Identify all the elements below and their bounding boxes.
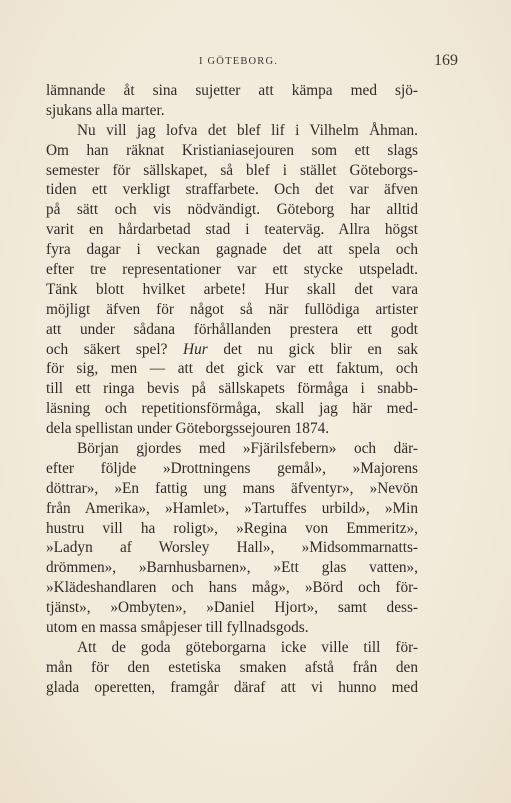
- text-line: döttrar», »En fattig ung mans äfventyr», »Nevön: [46, 479, 418, 497]
- text-line: att under sådana förhållanden prestera ett godt: [46, 320, 418, 338]
- text-line: utom en massa småpjeser till fyllnadsgods.: [46, 619, 309, 637]
- text-line: »Ladyn af Worsley Hall», »Midsommarnatts-: [46, 539, 418, 557]
- running-title: I GÖTEBORG.: [199, 56, 279, 67]
- text-line: efter tre representationer var ett stycke utspeladt.: [46, 261, 418, 279]
- text-line: varit en hårdarbetad stad i teaterväg. Allra högst: [46, 221, 418, 239]
- text-line: sjukans alla marter.: [46, 101, 165, 119]
- text-line: »Klädeshandlaren och hans måg», »Börd och för-: [46, 579, 418, 597]
- text-line: fyra dagar i veckan gagnade det att spela och: [46, 241, 418, 259]
- text-line: Att de goda göteborgarna icke ville till för-: [77, 638, 418, 656]
- text-line: glada operetten, framgår däraf att vi hunno med: [46, 678, 418, 696]
- text-line: efter följde »Drottningens gemål», »Majorens: [46, 459, 418, 477]
- text-line: tjänst», »Ombyten», »Daniel Hjort», samt dess-: [46, 599, 418, 617]
- text-line: Om han räknat Kristianiasejouren som ett slags: [46, 141, 418, 159]
- text-line: semester för sällskapet, så blef i stället Göteborgs-: [46, 161, 418, 179]
- text-line: hustru vill ha roligt», »Regina von Emmeritz»,: [46, 519, 418, 537]
- text-line: tiden ett verkligt straffarbete. Och det var äfven: [46, 181, 418, 199]
- emphasized-word: Hur: [183, 340, 208, 358]
- text-line: Början gjordes med »Fjärilsfebern» och där-: [77, 440, 418, 458]
- text-line: Tänk blott hvilket arbete! Hur skall det vara: [46, 280, 418, 298]
- page-number: 169: [434, 52, 458, 69]
- text-line: Nu vill jag lofva det blef lif i Vilhelm Åhman.: [77, 121, 418, 139]
- text-line: möjligt äfven för något så när fullödiga artister: [46, 300, 418, 318]
- text-line: på sätt och vis nödvändigt. Göteborg har alltid: [46, 201, 418, 219]
- text-line: mån för den estetiska smaken afstå från den: [46, 658, 418, 676]
- text-line: från Amerika», »Hamlet», »Tartuffes urbild», »Min: [46, 499, 418, 517]
- text-line: till ett ringa bevis på sällskapets förmåga i snabb-: [46, 380, 418, 398]
- text-line: lämnande åt sina sujetter att kämpa med sjö-: [46, 82, 418, 99]
- text-line: drömmen», »Barnhusbarnen», »Ett glas vatten»,: [46, 559, 418, 577]
- body-text: [46, 81, 418, 698]
- running-header: [0, 54, 511, 72]
- text-line: dela spellistan under Göteborgssejouren 1874.: [46, 420, 330, 438]
- text-line: läsning och repetitionsförmåga, skall jag här med-: [46, 400, 418, 418]
- text-line: och säkert spel? Hur det nu gick blir en sak: [46, 340, 418, 358]
- text-line: för sig, men — att det gick var ett faktum, och: [46, 360, 418, 378]
